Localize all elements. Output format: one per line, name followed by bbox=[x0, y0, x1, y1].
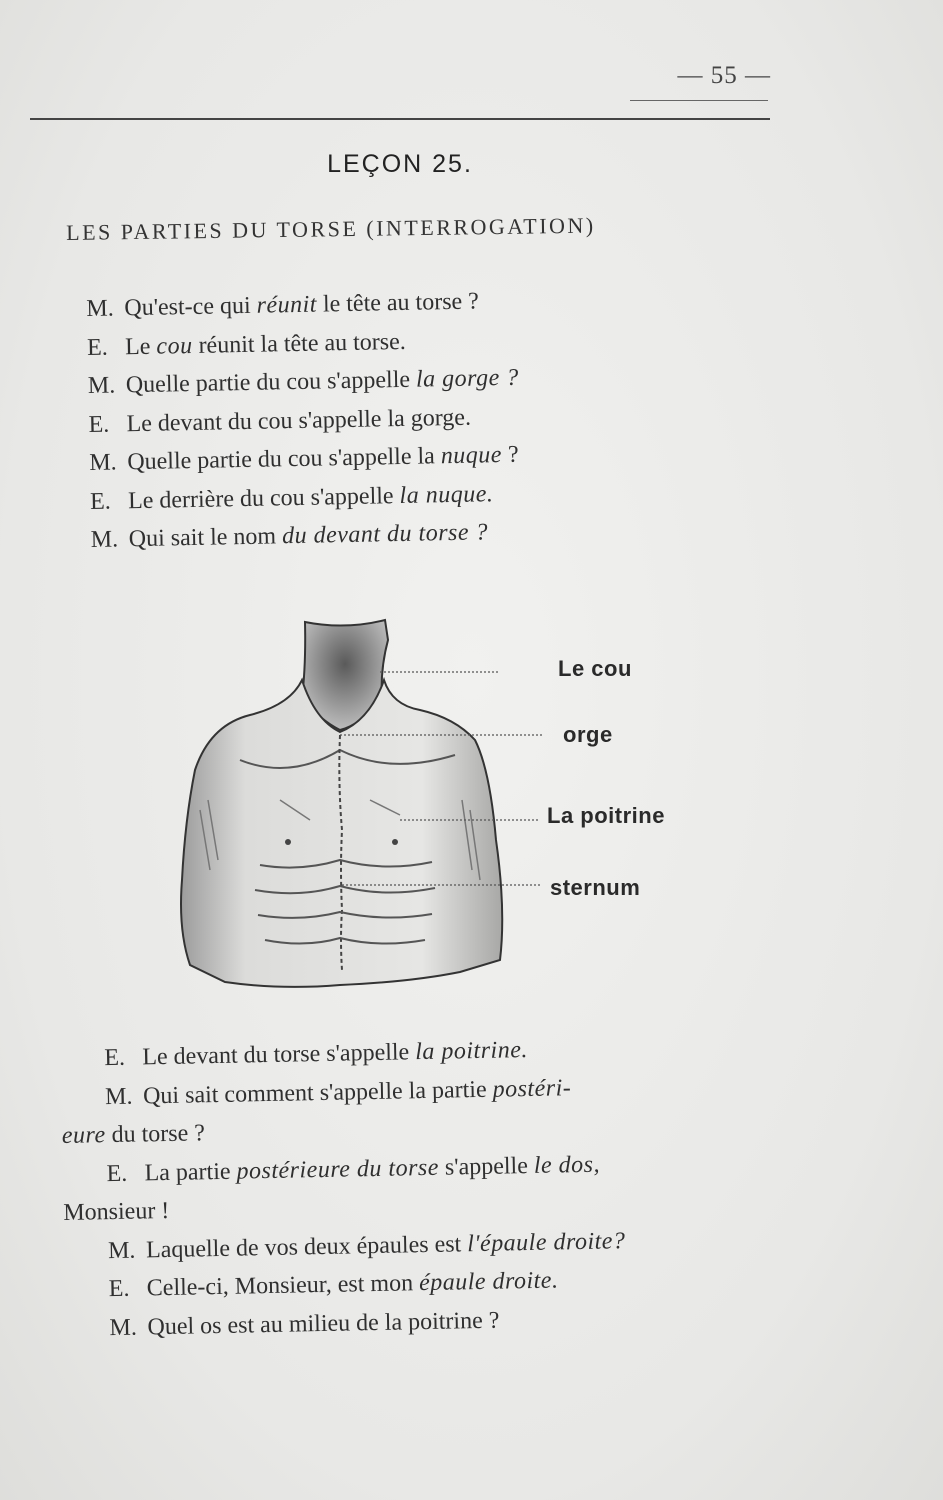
dialog-text: du torse ? bbox=[105, 1120, 206, 1149]
dialog-top bbox=[86, 276, 811, 559]
dialog-text: Quel os est au milieu de la poitrine ? bbox=[147, 1307, 500, 1340]
dialog-emphasis: réunit bbox=[256, 291, 318, 319]
dialog-emphasis: la poitrine. bbox=[414, 1037, 529, 1066]
dialog-text: Le devant du cou s'appelle la gorge. bbox=[126, 404, 472, 437]
dialog-text: Celle-ci, Monsieur, est mon bbox=[146, 1270, 420, 1302]
speaker: M. bbox=[90, 526, 119, 553]
speaker: E. bbox=[106, 1160, 128, 1187]
dialog-emphasis: postérieure du torse bbox=[236, 1154, 440, 1185]
speaker: E. bbox=[88, 411, 110, 438]
page-number: — 55 — bbox=[677, 62, 771, 89]
label-sternum: sternum bbox=[550, 875, 641, 900]
speaker: E. bbox=[89, 488, 111, 515]
dialog-emphasis: cou bbox=[156, 332, 193, 360]
speaker: M. bbox=[87, 372, 116, 399]
dialog-text: Le derrière du cou s'appelle bbox=[127, 482, 400, 514]
dialog-emphasis: du devant du torse ? bbox=[281, 519, 489, 550]
dialog-text: Quelle partie du cou s'appelle bbox=[125, 366, 417, 399]
dialog-emphasis: la gorge ? bbox=[415, 364, 520, 393]
dialog-text: le tête au torse ? bbox=[316, 288, 480, 318]
dialog-emphasis: eure bbox=[61, 1122, 106, 1149]
dialog-emphasis: épaule droite. bbox=[418, 1267, 559, 1297]
dialog-text: s'appelle bbox=[438, 1152, 535, 1181]
header-rule bbox=[30, 118, 770, 120]
dialog-emphasis: postéri- bbox=[492, 1074, 572, 1103]
torso-illustration bbox=[170, 610, 680, 1000]
dialog-text: Quelle partie du cou s'appelle la bbox=[127, 443, 442, 476]
dialog-text: Qu'est-ce qui bbox=[124, 292, 257, 322]
speaker: E. bbox=[86, 334, 109, 361]
speaker: E. bbox=[104, 1044, 126, 1072]
dialog-text: Le devant du torse s'appelle bbox=[142, 1039, 416, 1071]
dialog-bottom bbox=[60, 1025, 826, 1348]
dialog-emphasis: le dos, bbox=[533, 1151, 601, 1179]
label-poitrine: La poitrine bbox=[547, 803, 665, 828]
speaker: M. bbox=[89, 449, 117, 476]
header-rule-short bbox=[630, 100, 768, 101]
left-nipple bbox=[285, 839, 291, 845]
speaker: E. bbox=[108, 1275, 130, 1303]
speaker: M. bbox=[107, 1237, 136, 1264]
dialog-text: Le bbox=[124, 333, 157, 360]
speaker: M. bbox=[109, 1314, 138, 1341]
dialog-emphasis: la nuque. bbox=[399, 480, 494, 509]
dialog-text: ? bbox=[501, 441, 519, 469]
dialog-text: Qui sait le nom bbox=[128, 523, 283, 553]
lesson-title: LEÇON 25. bbox=[327, 150, 473, 178]
dialog-text: Laquelle de vos deux épaules est bbox=[145, 1230, 468, 1263]
dialog-text: Monsieur ! bbox=[63, 1197, 170, 1226]
section-title: LES PARTIES DU TORSE (INTERROGATION) bbox=[66, 212, 596, 245]
speaker: M. bbox=[104, 1083, 133, 1110]
right-nipple bbox=[392, 839, 398, 845]
dialog-text: Qui sait comment s'appelle la partie bbox=[142, 1076, 493, 1109]
dialog-text: réunit la tête au torse. bbox=[192, 328, 407, 359]
label-gorge: orge bbox=[563, 722, 613, 747]
dialog-text: La partie bbox=[144, 1158, 237, 1186]
label-cou: Le cou bbox=[558, 656, 632, 681]
dialog-emphasis: nuque bbox=[440, 442, 503, 470]
speaker: M. bbox=[86, 295, 114, 322]
dialog-emphasis: l'épaule droite? bbox=[466, 1227, 626, 1257]
